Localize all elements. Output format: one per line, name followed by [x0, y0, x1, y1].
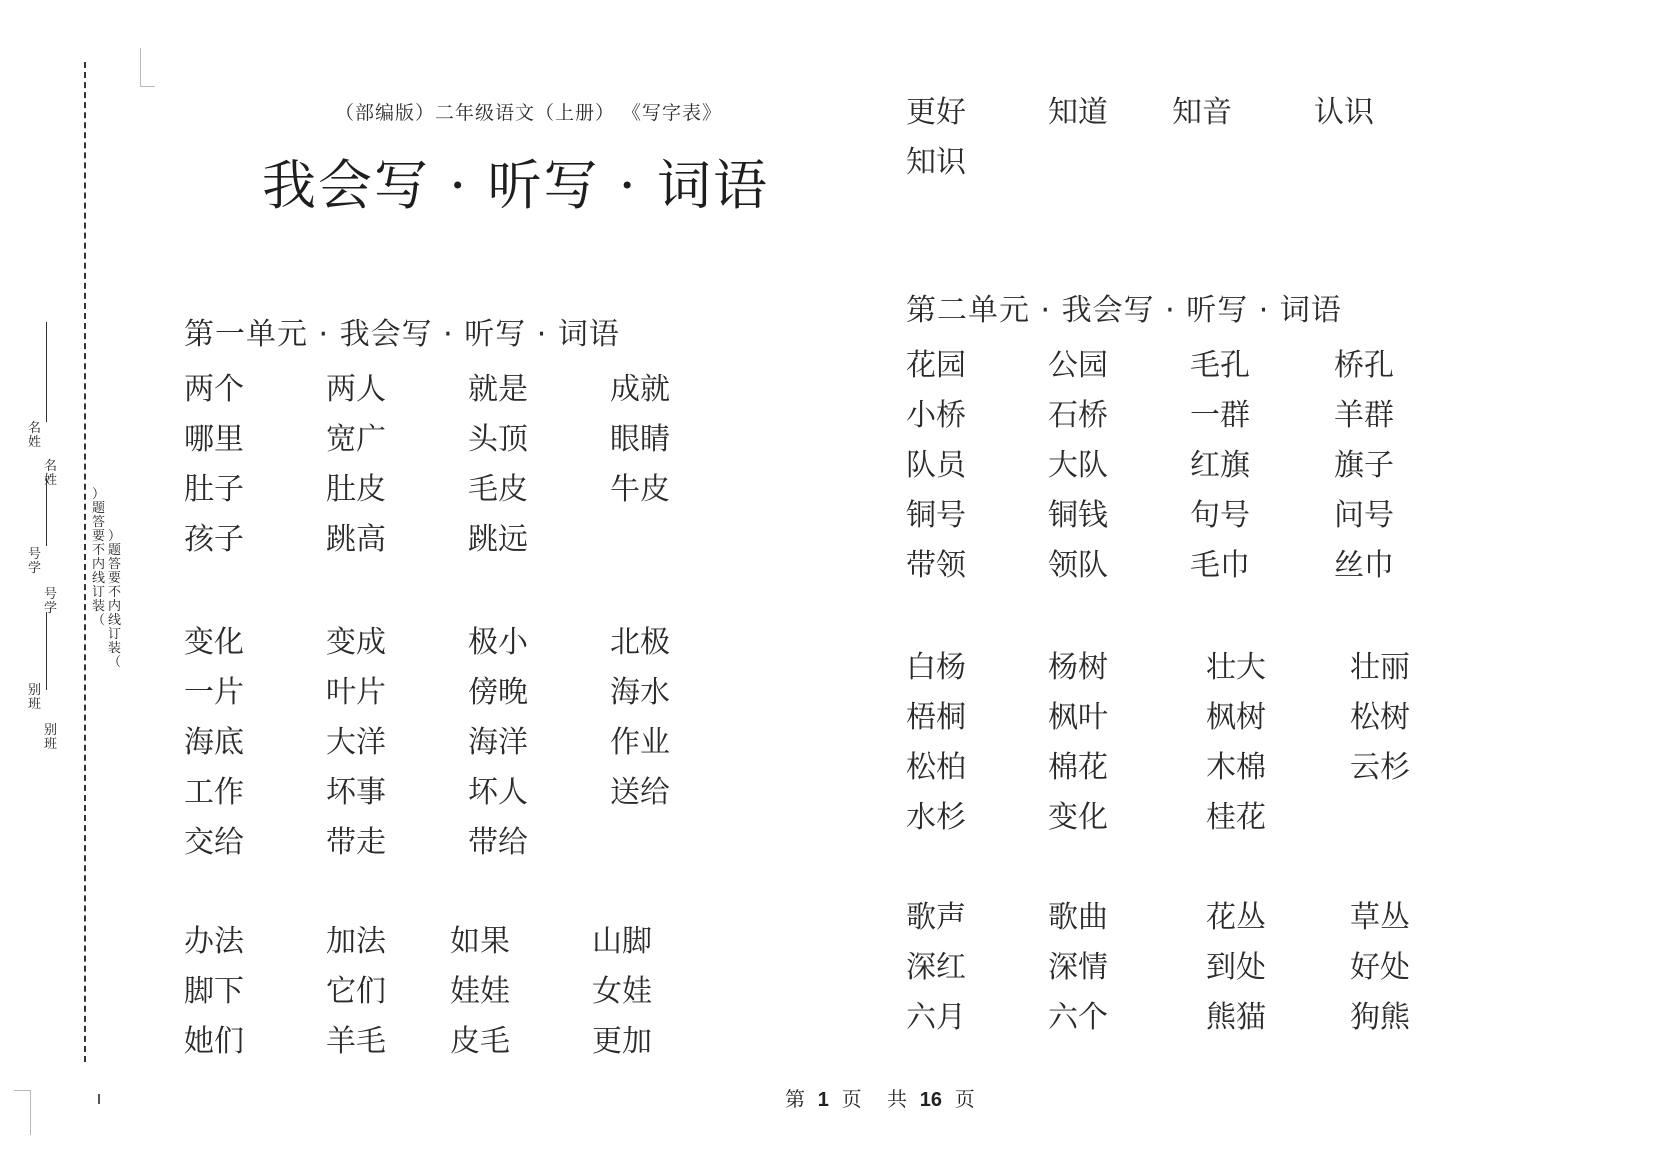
vocab-word: 工作	[184, 775, 244, 810]
vocab-word: 皮毛	[450, 1024, 510, 1059]
vocab-word: 花园	[906, 348, 966, 383]
vocab-word: 狗熊	[1350, 1000, 1410, 1035]
unit2-heading: 第二单元 · 我会写 · 听写 · 词语	[906, 293, 1342, 328]
vocab-word: 叶片	[326, 675, 386, 710]
vocab-word: 枫树	[1206, 700, 1266, 735]
vocab-word: 松树	[1350, 700, 1410, 735]
vocab-word: 娃娃	[450, 974, 510, 1009]
vocab-word: 坏事	[326, 775, 386, 810]
vocab-word: 歌曲	[1048, 900, 1108, 935]
vocab-word: 深情	[1048, 950, 1108, 985]
vocab-word: 云杉	[1350, 750, 1410, 785]
vocab-word: 铜号	[906, 498, 966, 533]
vocab-word: 松柏	[906, 750, 966, 785]
name-label: 名姓	[28, 421, 42, 450]
vocab-word: 深红	[906, 950, 966, 985]
binding-dashed-line	[84, 62, 86, 1062]
vocab-word: 铜钱	[1048, 498, 1108, 533]
vocab-word: 更好	[906, 95, 966, 130]
vocab-word: 领队	[1048, 548, 1108, 583]
vocab-word: 肚子	[184, 472, 244, 507]
vocab-word: 眼睛	[610, 422, 670, 457]
vocab-word: 问号	[1334, 498, 1394, 533]
vocab-word: 女娃	[592, 974, 652, 1009]
vocab-word: 带走	[326, 825, 386, 860]
vocab-word: 变化	[1048, 800, 1108, 835]
footer-mid: 页 共	[841, 1087, 907, 1111]
vocab-word: 海水	[610, 675, 670, 710]
vocab-word: 好处	[1350, 950, 1410, 985]
student-id-label: 号学	[28, 547, 42, 576]
vocab-word: 毛皮	[468, 472, 528, 507]
vocab-word: 六月	[906, 1000, 966, 1035]
vocab-word: 如果	[450, 924, 510, 959]
vocab-word: 毛巾	[1190, 548, 1250, 583]
vocab-word: 草丛	[1350, 900, 1410, 935]
vocab-word: 红旗	[1190, 448, 1250, 483]
vocab-word: 石桥	[1048, 398, 1108, 433]
vocab-word: 坏人	[468, 775, 528, 810]
current-page-number: 1	[817, 1089, 829, 1111]
vocab-word: 杨树	[1048, 650, 1108, 685]
vocab-word: 丝巾	[1334, 548, 1394, 583]
vocab-word: 一群	[1190, 398, 1250, 433]
vocab-word: 带领	[906, 548, 966, 583]
vocab-word: 队员	[906, 448, 966, 483]
vocab-word: 木棉	[1206, 750, 1266, 785]
name-label-secondary: 名姓	[44, 459, 58, 488]
vocab-word: 带给	[468, 825, 528, 860]
vocab-word: 海底	[184, 725, 244, 760]
binding-solid-line-3	[46, 612, 47, 690]
vocab-word: 认识	[1314, 95, 1374, 130]
vocab-word: 花丛	[1206, 900, 1266, 935]
class-label: 别班	[28, 683, 42, 712]
vocab-word: 孩子	[184, 522, 244, 557]
vocab-word: 跳远	[468, 522, 528, 557]
student-id-label-secondary: 号学	[44, 587, 58, 616]
vocab-word: 熊猫	[1206, 1000, 1266, 1035]
vocab-word: 极小	[468, 625, 528, 660]
vocab-word: 宽广	[326, 422, 386, 457]
vocab-word: 办法	[184, 924, 244, 959]
vocab-word: 六个	[1048, 1000, 1108, 1035]
vocab-word: 成就	[610, 372, 670, 407]
vocab-word: 知道	[1048, 95, 1108, 130]
document-subtitle: （部编版）二年级语文（上册） 《写字表》	[335, 102, 723, 124]
page-footer	[785, 1083, 975, 1112]
vocab-word: 作业	[610, 725, 670, 760]
vocab-word: 羊毛	[326, 1024, 386, 1059]
vocab-word: 知音	[1172, 95, 1232, 130]
vocab-word: 小桥	[906, 398, 966, 433]
class-label-secondary: 别班	[44, 723, 58, 752]
vocab-word: 壮大	[1206, 650, 1266, 685]
vocab-word: 羊群	[1334, 398, 1394, 433]
total-pages: 16	[919, 1089, 942, 1111]
vocab-word: 壮丽	[1350, 650, 1410, 685]
vocab-word: 头顶	[468, 422, 528, 457]
vocab-word: 变化	[184, 625, 244, 660]
vocab-word: 跳高	[326, 522, 386, 557]
vocab-word: 就是	[468, 372, 528, 407]
binding-solid-line-2	[46, 478, 47, 546]
vocab-word: 旗子	[1334, 448, 1394, 483]
vocab-word: 北极	[610, 625, 670, 660]
vocab-word: 大洋	[326, 725, 386, 760]
vocab-word: 山脚	[592, 924, 652, 959]
vocab-word: 棉花	[1048, 750, 1108, 785]
vocab-word: 更加	[592, 1024, 652, 1059]
vocab-word: 两人	[326, 372, 386, 407]
document-title: 我会写 · 听写 · 词语	[262, 154, 769, 217]
vocab-word: 毛孔	[1190, 348, 1250, 383]
stray-mark	[98, 1094, 100, 1104]
vocab-word: 交给	[184, 825, 244, 860]
vocab-word: 桥孔	[1334, 348, 1394, 383]
binding-notice-secondary: ）题答要不内线订装（	[108, 529, 122, 670]
binding-solid-line-1	[46, 322, 47, 422]
crop-mark-bottom-left	[14, 1090, 31, 1135]
unit1-heading: 第一单元 · 我会写 · 听写 · 词语	[184, 317, 620, 352]
footer-suffix: 页	[954, 1087, 975, 1111]
vocab-word: 两个	[184, 372, 244, 407]
vocab-word: 水杉	[906, 800, 966, 835]
vocab-word: 它们	[326, 974, 386, 1009]
vocab-word: 句号	[1190, 498, 1250, 533]
vocab-word: 一片	[184, 675, 244, 710]
vocab-word: 变成	[326, 625, 386, 660]
vocab-word: 知识	[906, 145, 966, 180]
binding-notice: ）题答要不内线订装（	[92, 487, 106, 628]
vocab-word: 海洋	[468, 725, 528, 760]
vocab-word: 哪里	[184, 422, 244, 457]
vocab-word: 牛皮	[610, 472, 670, 507]
vocab-word: 肚皮	[326, 472, 386, 507]
vocab-word: 桂花	[1206, 800, 1266, 835]
vocab-word: 她们	[184, 1024, 244, 1059]
vocab-word: 白杨	[906, 650, 966, 685]
vocab-word: 脚下	[184, 974, 244, 1009]
vocab-word: 加法	[326, 924, 386, 959]
vocab-word: 大队	[1048, 448, 1108, 483]
crop-mark-top-left	[140, 48, 155, 87]
vocab-word: 送给	[610, 775, 670, 810]
vocab-word: 枫叶	[1048, 700, 1108, 735]
footer-prefix: 第	[785, 1087, 805, 1111]
vocab-word: 到处	[1206, 950, 1266, 985]
vocab-word: 公园	[1048, 348, 1108, 383]
vocab-word: 歌声	[906, 900, 966, 935]
vocab-word: 傍晚	[468, 675, 528, 710]
vocab-word: 梧桐	[906, 700, 966, 735]
